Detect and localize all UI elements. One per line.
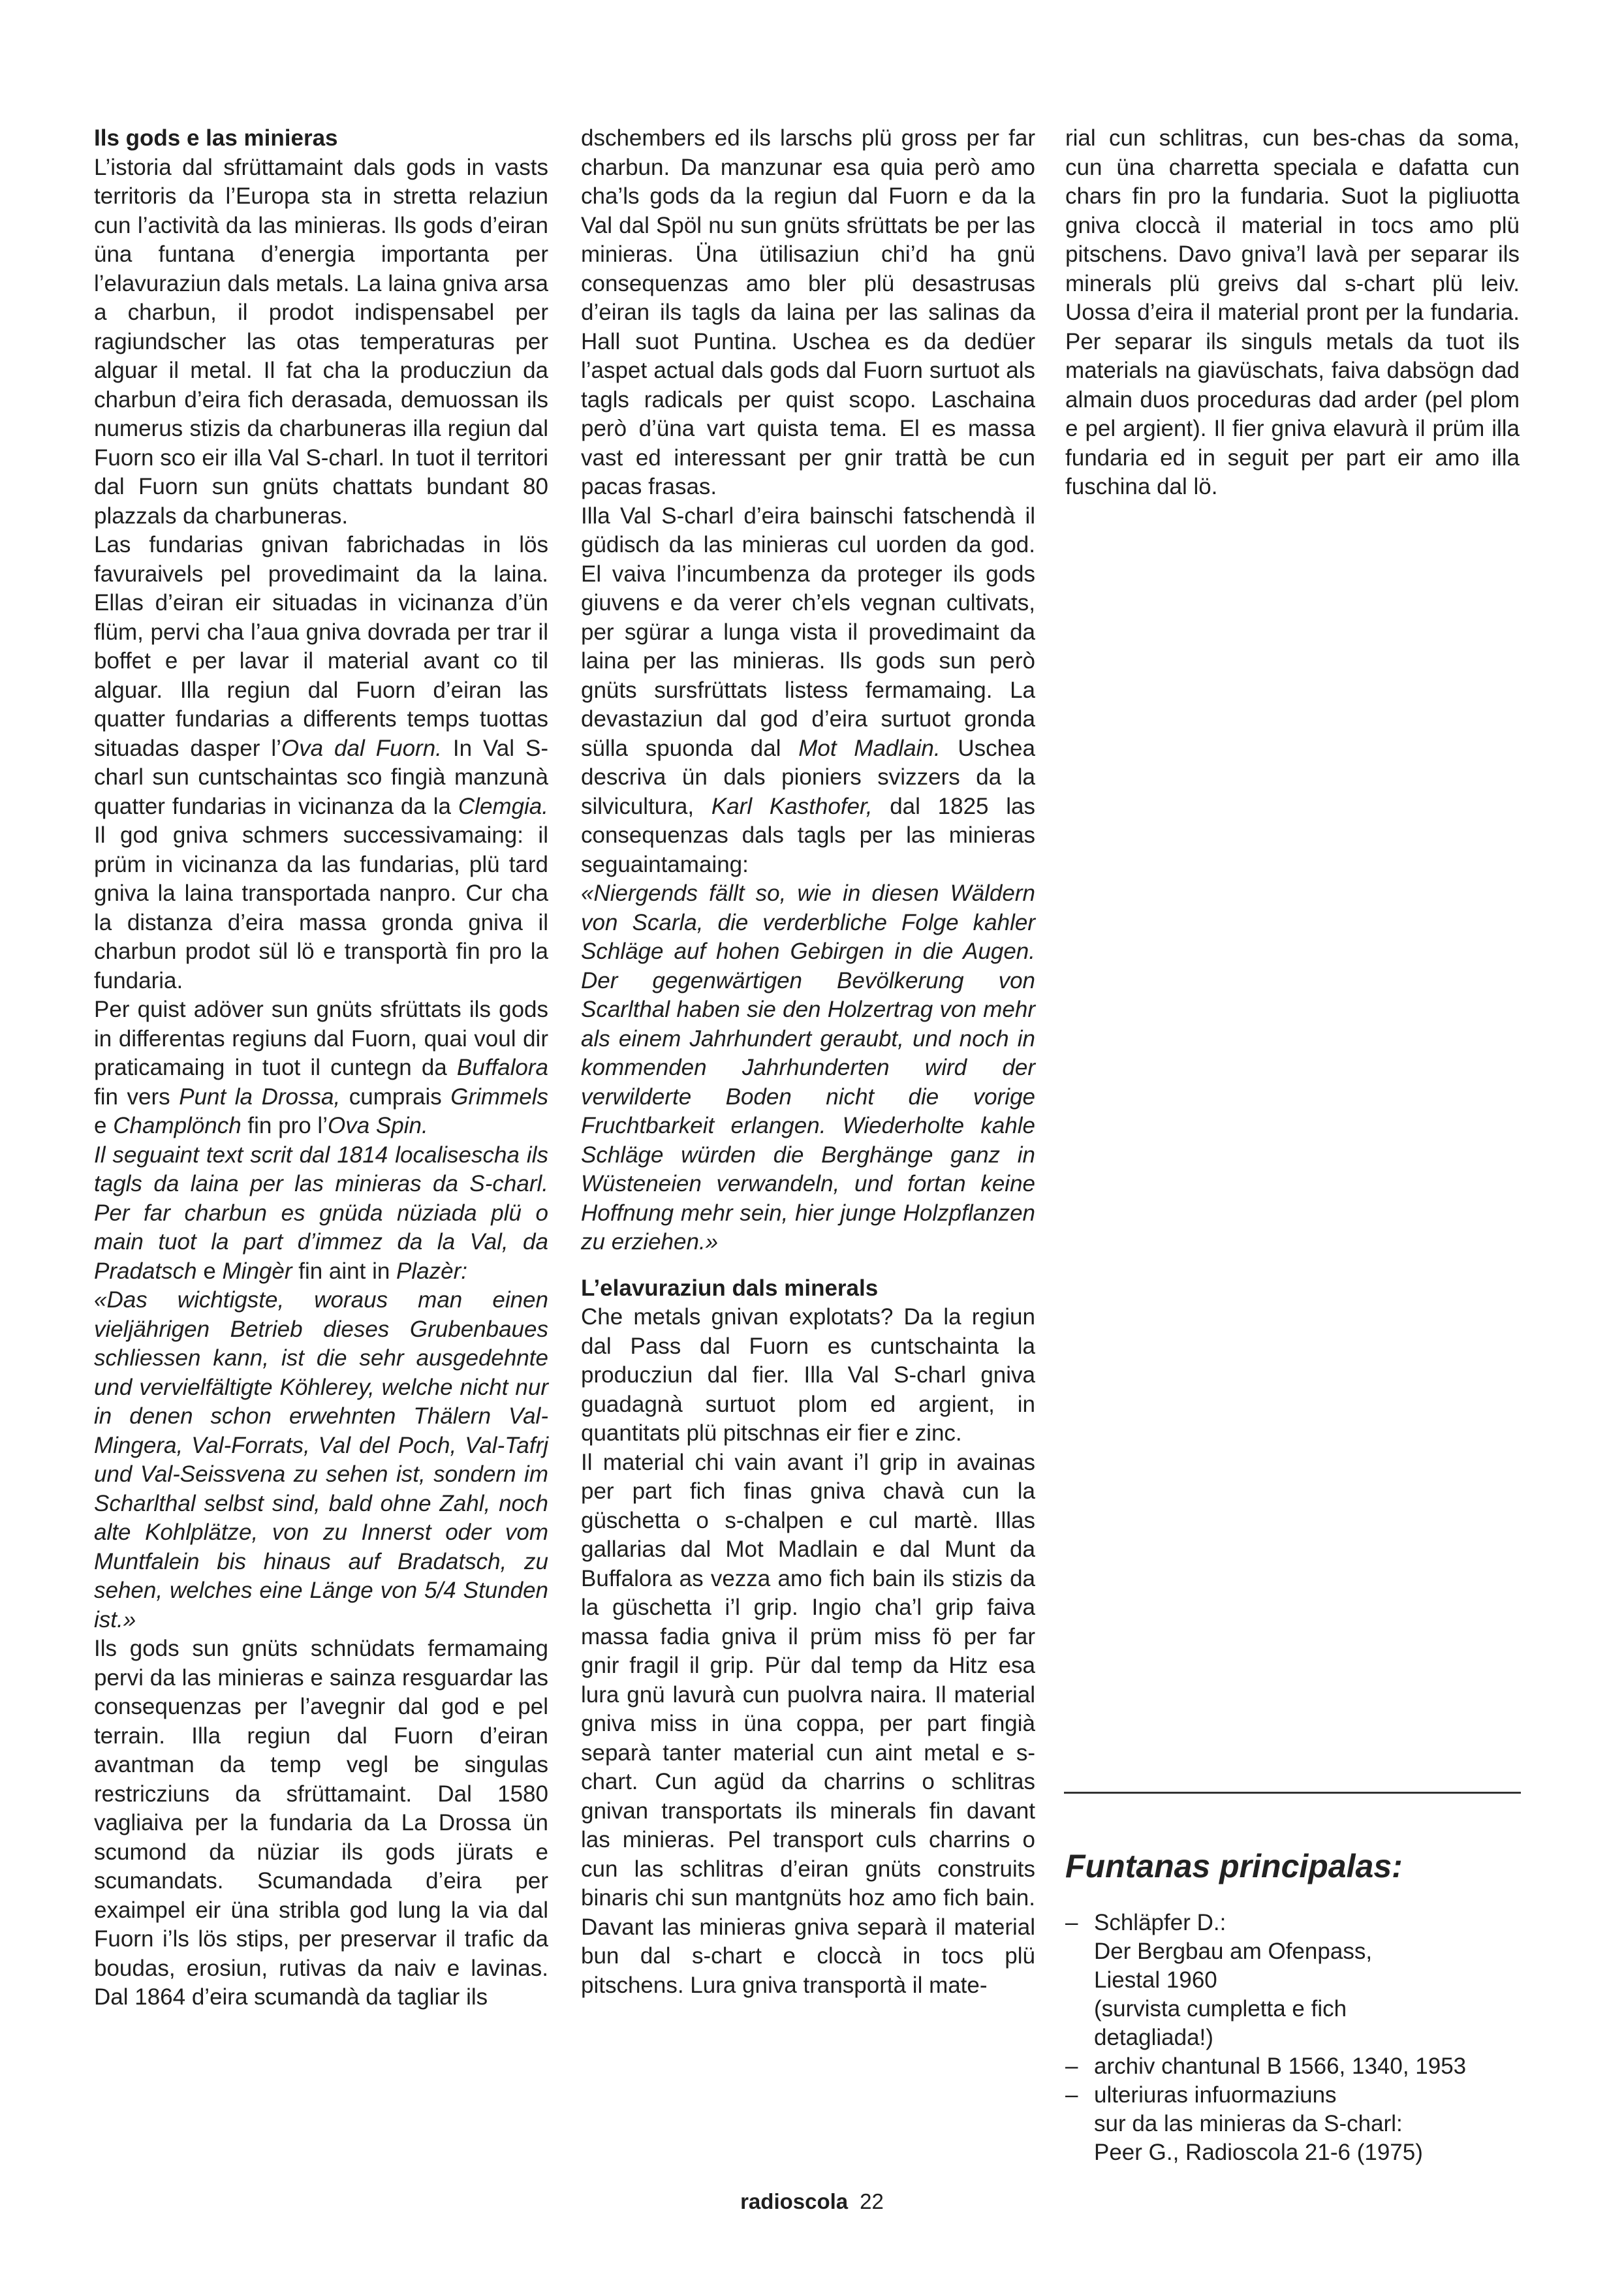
text-run: Uschea descriva ün dals pioniers svizzers da la silvicultura, [581, 735, 1035, 819]
sources-list [1065, 1909, 1522, 2167]
divider [1064, 1792, 1521, 1794]
dash-bullet: – [1065, 2082, 1078, 2108]
source-line: sur da las minieras da S-charl: [1094, 2111, 1403, 2136]
paragraph: Il material chi vain avant i’l grip in avainas per part fich finas gniva chavà cun la güschetta o s-chalpen e cul martè. Illas gallarias dal Mot Madlain e dal Munt da Buffalora as vezza amo fich bain ils stizis da la güschetta i’l grip. Ingio cha’l grip faiva massa fadia gniva il prüm miss fö per far gnir fragil il grip. Pür dal temp da Hitz esa lura gnü lavurà cun puolvra naira. Il material gniva miss in üna coppa, per part fingià separà tanter material cun aint metal e s-chart. Cun agüd da charrins o schlitras gnivan transportats ils minerals fin davant las minieras. Pel transport culs charrins o cun las schlitras d’eiran gnüts construits binaris chi sun mantgnüts hoz amo fich bain. Davant las minieras gniva separà il material bun dal s-chart e cloccà in tocs plü pitschens. Lura gniva transportà il mate- [581, 1449, 1035, 1998]
paragraph: Che metals gnivan explotats? Da la regiun dal Pass dal Fuorn es cuntschainta la producziun dal fier. Illa Val S-charl gniva guadagnà surtuot plom ed argient, in quantitats plü pitschnas eir fier e zinc. [581, 1304, 1035, 1446]
text-run: fin vers [94, 1084, 180, 1110]
page-number: 22 [860, 2189, 884, 2213]
publication-name: radioscola [740, 2189, 849, 2213]
text-column-3 [1065, 124, 1520, 502]
source-line: Peer G., Radioscola 21-6 (1975) [1094, 2140, 1423, 2165]
text-run: e [196, 1258, 223, 1284]
paragraph: Ils gods sun gnüts schnüdats fermamaing pervi da las minieras e sainza resguardar las consequenzas per l’avegnir dal god e pel terrain. Illa regiun dal Fuorn d’eiran avantman da temp vegl be singulas restricziuns da sfrüttamaint. Dal 1580 vagliaiva per la fundaria da La Drossa ün scumond da nüziar ils gods jürats e scumandats. Scumandada d’eira per exaimpel eir üna stribla god lung la via dal Fuorn i’ls lös stips, per preservar il trafic da boudas, erosiun, rutivas da naiv e lavinas. Dal 1864 d’eira scumandà da tagliar ils [94, 1636, 548, 2010]
paragraph: dschembers ed ils larschs plü gross per far charbun. Da manzunar esa quia però amo cha’ls gods da la regiun dal Fuorn e da la Val dal Spöl nu sun gnüts sfrüttats be per las minieras. Üna ütilisaziun chi’d ha gnü consequenzas amo bler plü desastrusas d’eiran ils tagls da laina per las salinas da Hall suot Puntina. Uschea es da dedüer l’aspet actual dals gods dal Fuorn surtuot als tagls radicals per quist scopo. Laschaina però d’üna vart quista tema. El es massa vast ed interessant per gnir trattà be cun pacas frasas. [581, 125, 1035, 499]
section-heading: Ils gods e las minieras [94, 125, 338, 151]
italic-text: Il seguaint text scrit dal 1814 localisescha ils tagls da laina per las minieras da S-charl. Per far charbun es gnüda nüziada plü o main tuot la part d’immez da la Val, da Pradatsch [94, 1142, 548, 1284]
text-run: fin aint in [292, 1258, 397, 1284]
place-name: Mingèr [222, 1258, 292, 1284]
sources-heading: Funtanas principalas: [1065, 1848, 1403, 1884]
place-name: Mot Madlain. [798, 735, 941, 761]
text-run: Il god gniva schmers successivamaing: il prüm in vicinanza da las fundarias, plü tard gniva la laina transportada nanpro. Cur cha la distanza d’eira massa gronda gniva il charbun prodot sül lö e transportà fin pro la fundaria. [94, 822, 548, 993]
quotation [581, 879, 1035, 1257]
place-name: Plazèr: [396, 1258, 467, 1284]
place-name: Buffalora [456, 1055, 548, 1080]
quote-text: «Niergends fällt so, wie in diesen Wäldern von Scarla, die verderbliche Folge kahler Schläge auf hohen Gebirgen in die Augen. Der gegenwärtigen Bevölkerung von Scarlthal haben sie den Holzertrag von mehr als einem Jahrhundert geraubt, und noch in kommenden Jahrhunderten wird der verwilderte Boden nicht die vorige Fruchtbarkeit erlangen. Wiederholte kahle Schläge würden die Berghänge ganz in Wüsteneien verwandeln, und fortan keine Hoffnung mehr sein, hier junge Holzpflanzen zu erziehen.» [581, 881, 1035, 1255]
paragraph [94, 531, 548, 995]
place-name: Punt la Drossa, [179, 1084, 341, 1110]
text-run: Per quist adöver sun gnüts sfrüttats ils gods in differentas regiuns dal Fuorn, quai voul dir praticamaing in tuot il cuntegn da [94, 997, 548, 1080]
text-run: dal 1825 las consequenzas dals tagls per las minieras seguaintamaing: [581, 793, 1036, 877]
paragraph: rial cun schlitras, cun bes-chas da soma, cun üna charretta speciala e dafatta cun chars fin pro la fundaria. Suot la pigliuotta gniva cloccà il material in tocs amo plü pitschens. Davo gniva’l lavà per separar ils minerals plü greivs dal s-chart plü leiv. Uossa d’eira il material pront per la fundaria. Per separar ils singuls metals da tuot ils materials na giavüschats, faiva dabsögn dad almain duos proceduras dad arder (pel plom e pel argient). Il fier gniva elavurà il prüm illa fundaria ed in seguit per part eir amo illa fuschina dal lö. [1065, 125, 1520, 499]
source-line: Schläpfer D.: [1094, 1910, 1226, 1935]
place-name: Ova dal Fuorn. [281, 735, 442, 761]
source-line: Liestal 1960 [1094, 1967, 1217, 1993]
dash-bullet: – [1065, 2053, 1078, 2079]
source-line: Der Bergbau am Ofenpass, [1094, 1939, 1373, 1964]
text-run: Las fundarias gnivan fabrichadas in lös favuraivels pel provedimaint da la laina. Ellas d’eiran eir situadas in vicinanza d’ün flüm, pervi cha l’aua gniva dovrada per trar il boffet e per lavar il material avant co til alguar. Illa regiun dal Fuorn d’eiran las quatter fundarias a differents temps tuottas situadas dasper l’ [94, 532, 548, 761]
text-run: Illa Val S-charl d’eira bainschi fatschendà il güdisch da las minieras cul uorden da god. El vaiva l’incumbenza da proteger ils gods giuvens e da verer ch’els vegnan cultivats, per sgürar a lunga vista il provedimaint da laina per las minieras. Ils gods sun però gnüts sursfrüttats listess fermamaing. La devastaziun dal god d’eira surtuot gronda sülla spuonda dal [581, 503, 1035, 761]
list-item [1065, 2081, 1522, 2167]
page-footer [0, 2189, 1624, 2214]
paragraph [581, 502, 1035, 880]
paragraph: L’istoria dal sfrüttamaint dals gods in vasts territoris da l’Europa sta in stretta relaziun cun l’actività da las minieras. Ils gods d’eiran üna funtana d’energia importanta per l’elavuraziun dals metals. La laina gniva arsa a charbun, il prodot indispensabel per ragiundscher las otas temperaturas per alguar il metal. Il fat cha la producziun da charbun d’eira fich derasada, demuossan ils numerus stizis da charbuneras illa regiun dal Fuorn sco eir illa Val S-charl. In tuot il territori dal Fuorn sun gnüts chattats bundant 80 plazzals da charbuneras. [94, 154, 548, 529]
text-run: e [94, 1113, 114, 1138]
text-run: cumprais [340, 1084, 451, 1110]
place-name: Clemgia. [458, 793, 548, 819]
source-line: ulteriuras infuormaziuns [1094, 2082, 1337, 2108]
source-line: (survista cumpletta e fich [1094, 1996, 1347, 2022]
paragraph [94, 995, 548, 1141]
person-name: Karl Kasthofer, [711, 793, 873, 819]
list-item [1065, 1909, 1522, 2052]
quote-text: «Das wichtigste, woraus man einen vieljährigen Betrieb dieses Grubenbaues schliessen kann, ist die sehr ausgedehnte und vervielfältigte Köhlerey, welche nicht nur in denen schon erwehnten Thälern Val-Mingera, Val-Forrats, Val del Poch, Val-Tafrj und Val-Seissvena zu sehen ist, sondern im Scharlthal selbst sind, bald ohne Zahl, noch alte Kohlplätze, von zu Innerst oder vom Muntfalein bis hinaus auf Bradatsch, zu sehen, welches eine Länge von 5/4 Stunden ist.» [94, 1287, 548, 1632]
text-run: fin pro l’ [241, 1113, 328, 1138]
text-column-2 [581, 124, 1035, 2000]
dash-bullet: – [1065, 1910, 1078, 1935]
text-run: In Val S-charl sun cuntschaintas sco fingià manzunà quatter fundarias in vicinanza da la [94, 735, 548, 819]
place-name: Champlönch [113, 1113, 242, 1138]
spacer [581, 1257, 1035, 1274]
section-heading: L’elavuraziun dals minerals [581, 1275, 879, 1301]
place-name: Grimmels [450, 1084, 548, 1110]
text-column-1 [94, 124, 548, 2012]
quotation [94, 1286, 548, 1634]
source-line: detagliada!) [1094, 2025, 1213, 2050]
place-name: Ova Spin. [327, 1113, 428, 1138]
list-item [1065, 2052, 1522, 2081]
source-line: archiv chantunal B 1566, 1340, 1953 [1094, 2053, 1467, 2079]
paragraph [94, 1141, 548, 1287]
